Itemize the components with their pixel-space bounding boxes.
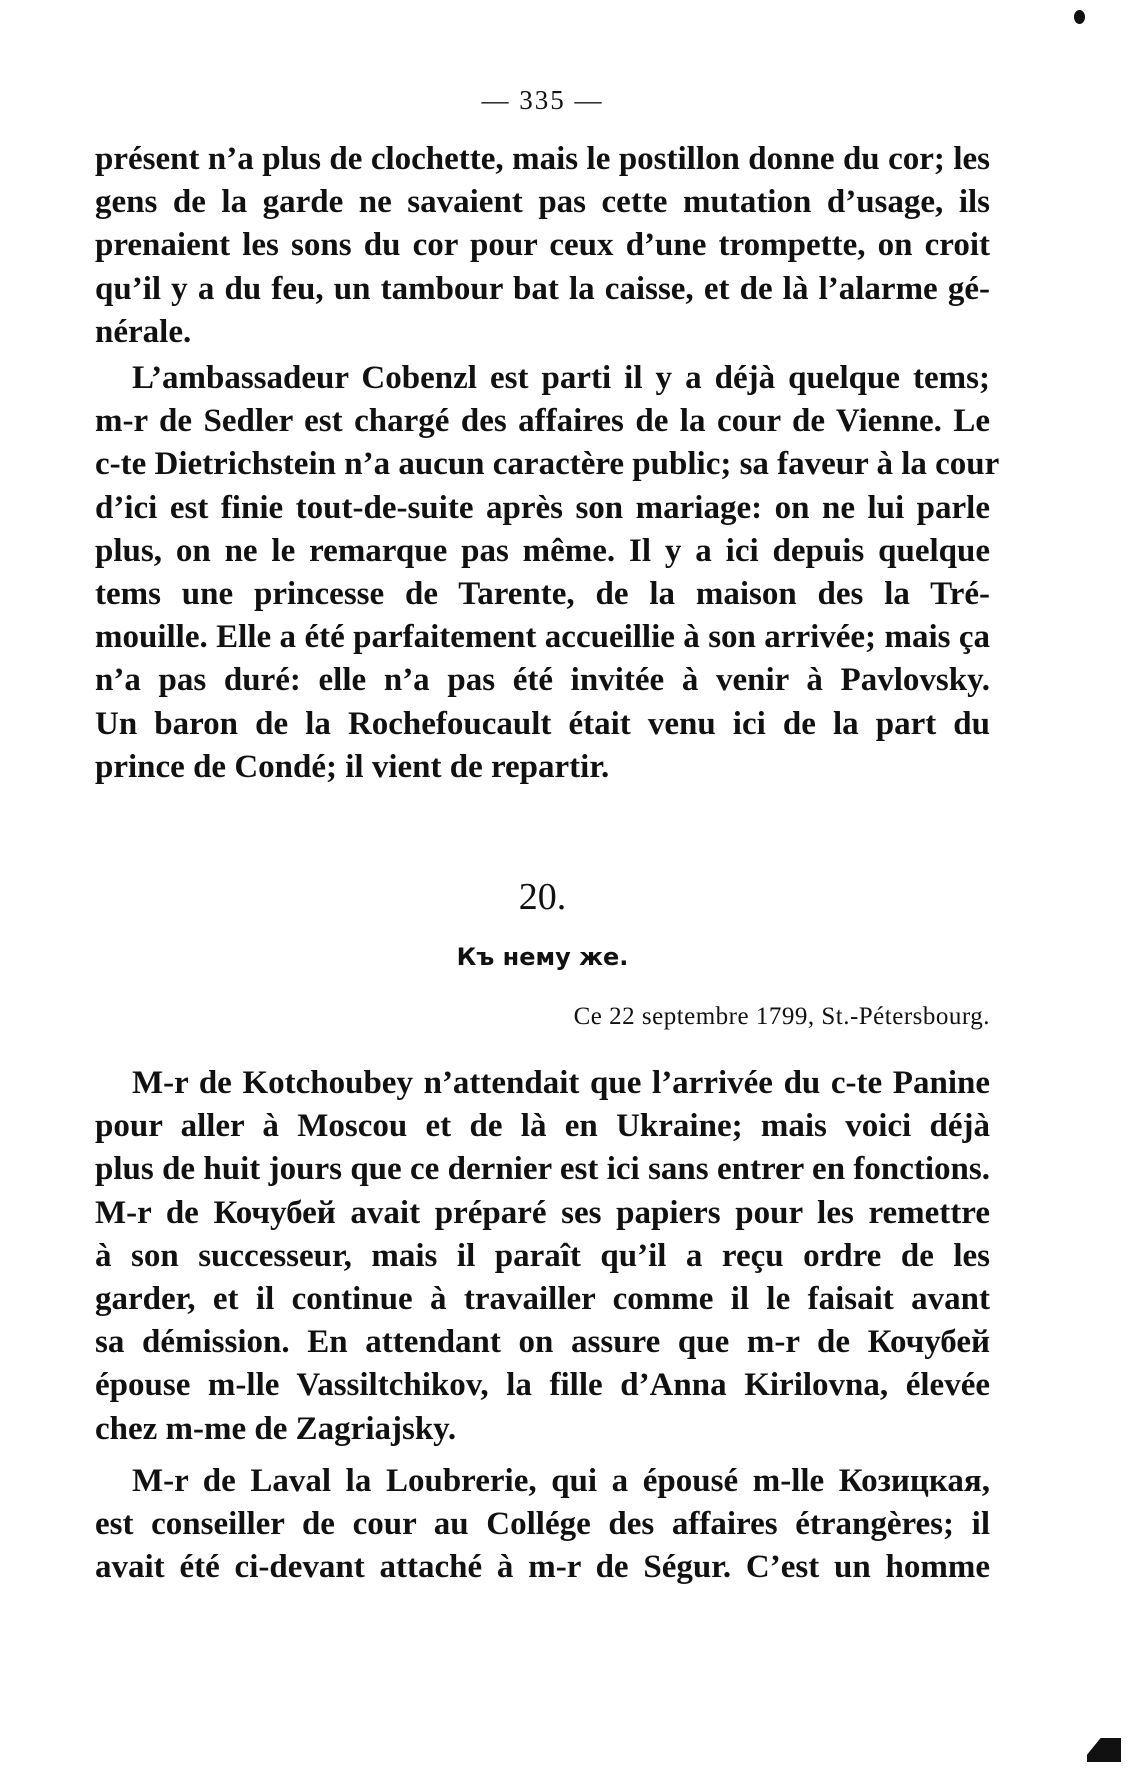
text-line: plus de huit jours que ce dernier est ici sans entrer en fonctions. [95, 1151, 990, 1188]
text-line: avait été ci-devant attaché à m-r de Ségur. C’est un homme [95, 1549, 990, 1586]
text-line: pour aller à Moscou et de là en Ukraine; mais voici déjà [95, 1108, 990, 1145]
text-line: présent n’a plus de clochette, mais le postillon donne du cor; les [95, 141, 990, 177]
text-line: à son successeur, mais il paraît qu’il a reçu ordre de les [95, 1237, 990, 1274]
text-line: Un baron de la Rochefoucault était venu ici de la part du [95, 705, 990, 742]
text-line: prenaient les sons du cor pour ceux d’une trompette, on croit [95, 227, 990, 264]
text-line: tems une princesse de Tarente, de la maison des la Tré- [95, 575, 990, 612]
letter-addressee: Къ нему же. [456, 943, 629, 971]
ink-speck [1074, 10, 1085, 24]
letter-number: 20. [518, 876, 567, 918]
paragraph-4 [95, 1460, 990, 1590]
text-line: M-r de Кочубей avait préparé ses papiers pour les remettre [95, 1194, 990, 1231]
text-line: M-r de Laval la Loubrerie, qui a épousé m-lle Козицкая, [132, 1463, 990, 1499]
text-line: est conseiller de cour au Collége des affaires étrangères; il [95, 1506, 990, 1543]
page-number-header: — 335 — [481, 85, 604, 115]
text-line: c-te Dietrichstein n’a aucun caractère public; sa faveur à la cour [95, 446, 1000, 483]
page-corner-mark [1087, 1738, 1121, 1762]
text-line: qu’il y a du feu, un tambour bat la caisse, et de là l’alarme gé- [95, 270, 990, 307]
text-line: sa démission. En attendant on assure que m-r de Кочубей [95, 1324, 990, 1361]
paragraph-2 [95, 357, 1000, 789]
text-line: m-r de Sedler est chargé des affaires de la cour de Vienne. Le [95, 403, 990, 440]
paragraph-1 [95, 138, 990, 354]
text-line: M-r de Kotchoubey n’attendait que l’arrivée du c-te Panine [132, 1065, 990, 1101]
letter-dateline: Ce 22 septembre 1799, St.-Pétersbourg. [573, 1003, 990, 1030]
text-line: d’ici est finie tout-de-suite après son mariage: on ne lui parle [95, 489, 990, 526]
text-line: plus, on ne le remarque pas même. Il y a ici depuis quelque [95, 532, 990, 569]
text-line: mouille. Elle a été parfaitement accueillie à son arrivée; mais ça [95, 619, 990, 656]
text-line: gens de la garde ne savaient pas cette mutation d’usage, ils [95, 184, 990, 221]
text-line: garder, et il continue à travailler comme il le faisait avant [95, 1280, 990, 1317]
text-line: prince de Condé; il vient de repartir. [95, 748, 610, 785]
paragraph-3 [95, 1062, 990, 1451]
text-line: L’ambassadeur Cobenzl est parti il y a déjà quelque tems; [132, 360, 990, 396]
text-line: chez m-me de Zagriajsky. [95, 1410, 457, 1447]
text-line: n’a pas duré: elle n’a pas été invitée à venir à Pavlovsky. [95, 662, 990, 699]
text-line: nérale. [95, 313, 192, 350]
text-line: épouse m-lle Vassiltchikov, la fille d’Anna Kirilovna, élevée [95, 1367, 990, 1404]
